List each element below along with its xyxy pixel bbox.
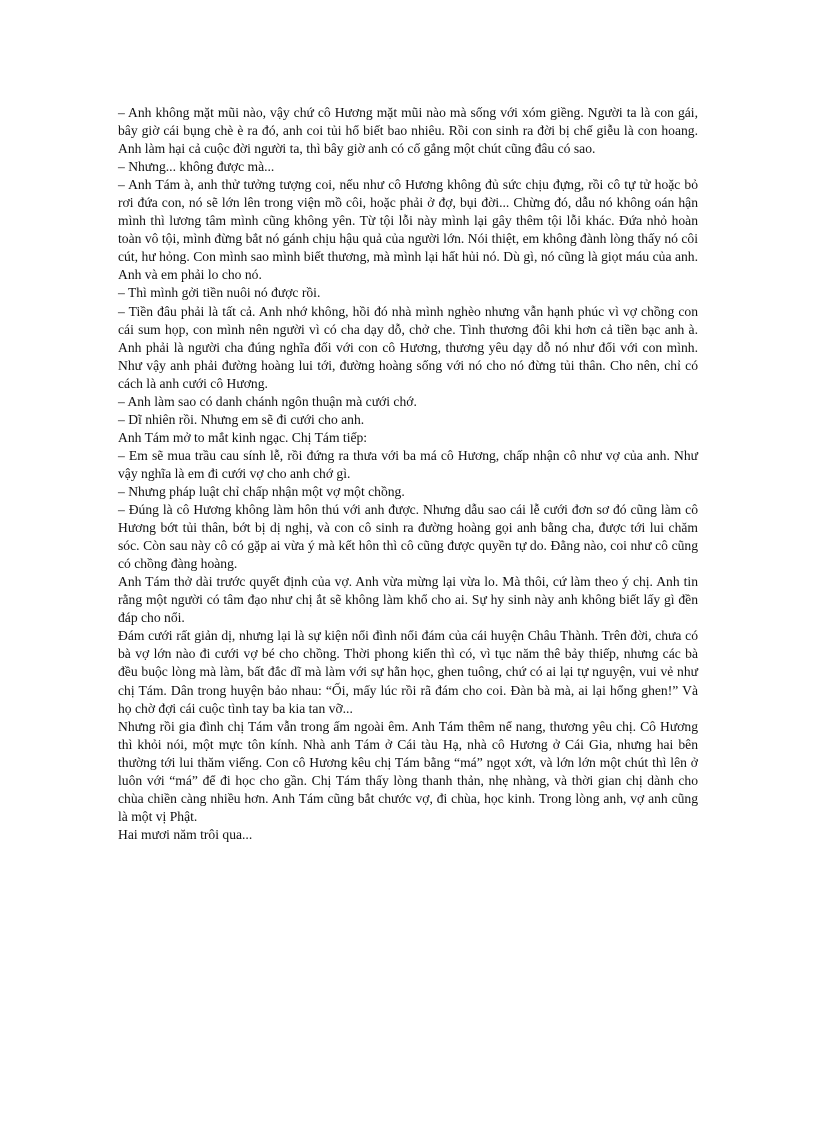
paragraph: Đám cưới rất giản dị, nhưng lại là sự kiện nổi đình nổi đám của cái huyện Châu Thành. Trên đời, chưa có bà vợ lớn nào đi cưới vợ bé cho chồng. Thời phong kiến thì có, vì tục năm thê bảy thiếp, nhưng các bà đều buộc lòng mà làm, bất đắc dĩ mà làm với sự hằn học, ghen tuông, chứ có ai lại tự nguyện, vui vẻ như chị Tám. Dân trong huyện bảo nhau: “Ối, mấy lúc rồi rã đám cho coi. Đàn bà mà, ai lại hổng ghen!” Và họ chờ đợi cái cuộc tình tay ba kia tan vỡ... — [118, 628, 698, 716]
paragraph: – Em sẽ mua trầu cau sính lễ, rồi đứng ra thưa với ba má cô Hương, chấp nhận cô như vợ của anh. Như vậy nghĩa là em đi cưới vợ cho anh chớ gì. — [118, 447, 698, 481]
paragraph: – Anh không mặt mũi nào, vậy chứ cô Hương mặt mũi nào mà sống với xóm giềng. Người ta là con gái, bây giờ cái bụng chè è ra đó, anh coi tủi hổ biết bao nhiêu. Rồi con sinh ra đời bị chế giễu là con hoang. Anh làm hại cả cuộc đời người ta, thì bây giờ anh có cố gắng một chút cũng đâu có sao. — [118, 105, 698, 157]
paragraph: – Nhưng pháp luật chỉ chấp nhận một vợ một chồng. — [118, 483, 405, 499]
paragraph: – Tiền đâu phải là tất cả. Anh nhớ không, hồi đó nhà mình nghèo nhưng vẫn hạnh phúc vì vợ chồng con cái sum họp, con mình nên người vì có cha dạy dỗ, chở che. Tình thương đôi khi hơn cả tiền bạc anh à. Anh phải là người cha đúng nghĩa đối với con cô Hương, thương yêu dạy dỗ nó như đối với con mình. Như vậy anh phải đường hoàng lui tới, đường hoàng sống với nó cho nó đừng tủi thân. Cho nên, chỉ có cách là anh cưới cô Hương. — [118, 303, 698, 391]
paragraph: – Nhưng... không được mà... — [118, 159, 275, 175]
paragraph: Anh Tám mở to mắt kinh ngạc. Chị Tám tiếp: — [118, 429, 368, 445]
document-page — [118, 104, 698, 844]
paragraph: Hai mươi năm trôi qua... — [118, 826, 253, 842]
paragraph: Anh Tám thở dài trước quyết định của vợ. Anh vừa mừng lại vừa lo. Mà thôi, cứ làm theo ý chị. Anh tin rằng một người có tâm đạo như chị ắt sẽ không làm khổ cho ai. Sự hy sinh này anh không biết lấy gì đền đáp cho nổi. — [118, 574, 698, 626]
paragraph: – Đúng là cô Hương không làm hôn thú với anh được. Nhưng dẫu sao cái lễ cưới đơn sơ đó cũng làm cô Hương bớt tủi thân, bớt bị dị nghị, và con cô sinh ra đường hoàng gọi anh bằng cha, được tới lui chăm sóc. Còn sau này cô có gặp ai vừa ý mà kết hôn thì cô cũng được quyền tự do. Đằng nào, coi như cô cũng có chồng đàng hoàng. — [118, 502, 698, 572]
paragraph: – Anh làm sao có danh chánh ngôn thuận mà cưới chớ. — [118, 393, 417, 409]
paragraph: – Thì mình gởi tiền nuôi nó được rồi. — [118, 285, 321, 301]
paragraph: – Anh Tám à, anh thử tưởng tượng coi, nếu như cô Hương không đủ sức chịu đựng, rồi cô tự tử hoặc bỏ rơi đứa con, nó sẽ lớn lên trong viện mồ côi, hoặc phải ở đợ, bụi đời... Chừng đó, dẫu nó không oán hận mình thì lương tâm mình cũng không yên. Từ tội lỗi này mình lại gây thêm tội lỗi khác. Đứa nhỏ hoàn toàn vô tội, mình đừng bắt nó gánh chịu hậu quả của người lớn. Nói thiệt, em không đành lòng thấy nó côi cút, hư hỏng. Con mình sao mình biết thương, mà mình lại hất hủi nó. Dù gì, nó cũng là giọt máu của anh. Anh và em phải lo cho nó. — [118, 177, 698, 283]
paragraph: – Dĩ nhiên rồi. Nhưng em sẽ đi cưới cho anh. — [118, 411, 365, 427]
paragraph: Nhưng rồi gia đình chị Tám vẫn trong ấm ngoài êm. Anh Tám thêm nể nang, thương yêu chị. Cô Hương thì khỏi nói, một mực tôn kính. Nhà anh Tám ở Cái tàu Hạ, nhà cô Hương ở Cái Gia, nhưng hai bên thường tới lui thăm viếng. Con cô Hương kêu chị Tám bằng “má” ngọt xớt, và lớn lớn một chút thì lên ở luôn với “má” để đi học cho gần. Chị Tám thấy lòng thanh thản, nhẹ nhàng, và thời gian chị dành cho chùa chiền càng nhiều hơn. Anh Tám cũng bắt chước vợ, đi chùa, học kinh. Trong lòng anh, vợ anh cũng là một vị Phật. — [118, 718, 698, 824]
